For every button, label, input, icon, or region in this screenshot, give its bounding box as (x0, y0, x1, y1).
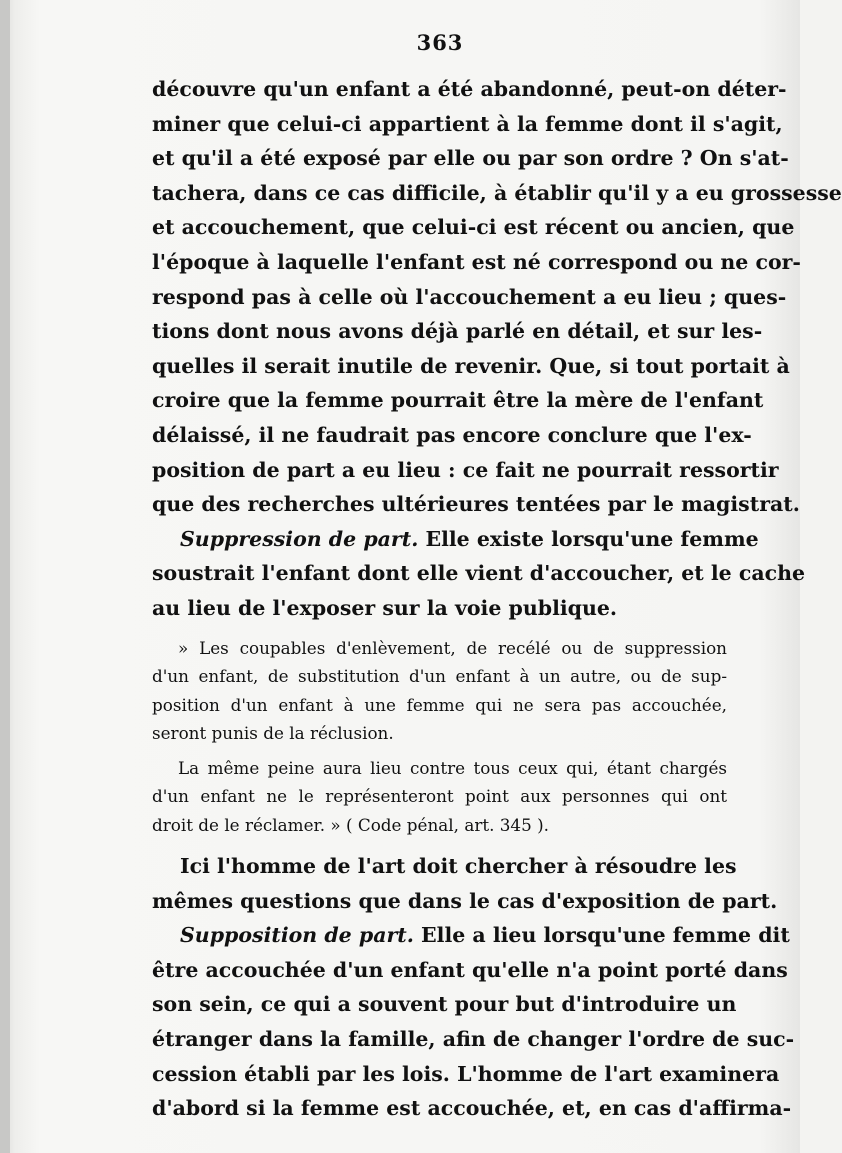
text-line: que des recherches ultérieures tentées par le magistrat. (152, 492, 800, 517)
text-line: soustrait l'enfant dont elle vient d'accoucher, et le cache (152, 561, 806, 586)
quote-line: position d'un enfant à une femme qui ne sera pas accouchée, (152, 694, 727, 715)
text-line: son sein, ce qui a souvent pour but d'introduire un (152, 992, 737, 1017)
text-line: respond pas à celle où l'accouchement a eu lieu ; ques- (152, 284, 787, 309)
text-line: croire que la femme pourrait être la mère de l'enfant (152, 388, 764, 413)
text-fragment: Elle a lieu lorsqu'une femme dit (413, 923, 790, 948)
text-line: miner que celui-ci appartient à la femme dont il s'agit, (152, 111, 783, 136)
text-line: quelles il serait inutile de revenir. Que, si tout portait à (152, 353, 790, 378)
page-gutter (0, 0, 10, 1153)
text-line: cession établi par les lois. L'homme de l'art examinera (152, 1061, 780, 1086)
text-line: tions dont nous avons déjà parlé en détail, et sur les- (152, 319, 763, 344)
quote-line: d'un enfant, de substitution d'un enfant à un autre, ou de sup- (152, 666, 727, 686)
text-fragment: Elle existe lorsqu'une femme (418, 526, 759, 551)
text-line: délaissé, il ne faudrait pas encore conclure que l'ex- (152, 422, 752, 447)
text-line: mêmes questions que dans le cas d'exposition de part. (152, 888, 778, 913)
section-lead: Suppression de part. (180, 526, 419, 551)
quote-line: d'un enfant ne le représenteront point aux personnes qui ont (152, 786, 727, 806)
paragraph-supposition (152, 918, 795, 1126)
text-line (152, 918, 790, 953)
text-line: et qu'il a été exposé par elle ou par son ordre ? On s'at- (152, 146, 789, 171)
paragraph-exposition-questions (152, 849, 778, 918)
text-line: être accouchée d'un enfant qu'elle n'a point porté dans (152, 957, 788, 982)
text-line: étranger dans la famille, afin de changer l'ordre de suc- (152, 1026, 795, 1051)
body-text (152, 72, 842, 1126)
text-line: Ici l'homme de l'art doit chercher à résoudre les (180, 854, 737, 878)
text-line: au lieu de l'exposer sur la voie publique. (152, 595, 618, 620)
text-line: découvre qu'un enfant a été abandonné, peut-on déter- (152, 77, 787, 101)
quote-line: seront punis de la réclusion. (152, 723, 394, 743)
text-line: d'abord si la femme est accouchée, et, en cas d'affirma- (152, 1096, 792, 1121)
page-number: 363 (416, 30, 464, 55)
paragraph-abandonment (152, 72, 842, 522)
paragraph-suppression (152, 522, 806, 626)
quote-line: droit de le réclamer. » ( Code pénal, art. 345 ). (152, 814, 550, 835)
text-line (152, 522, 759, 557)
section-lead: Supposition de part. (180, 923, 414, 948)
text-line: tachera, dans ce cas difficile, à établir qu'il y a eu grossesse (152, 180, 842, 205)
quote-line: » Les coupables d'enlèvement, de recélé ou de suppression (178, 637, 727, 658)
quote-line: La même peine aura lieu contre tous ceux qui, étant chargés (178, 757, 727, 778)
text-line: position de part a eu lieu : ce fait ne pourrait ressortir (152, 457, 779, 482)
text-line: l'époque à laquelle l'enfant est né correspond ou ne cor- (152, 249, 801, 274)
text-line: et accouchement, que celui-ci est récent ou ancien, que (152, 215, 795, 240)
code-quotation (152, 634, 727, 840)
